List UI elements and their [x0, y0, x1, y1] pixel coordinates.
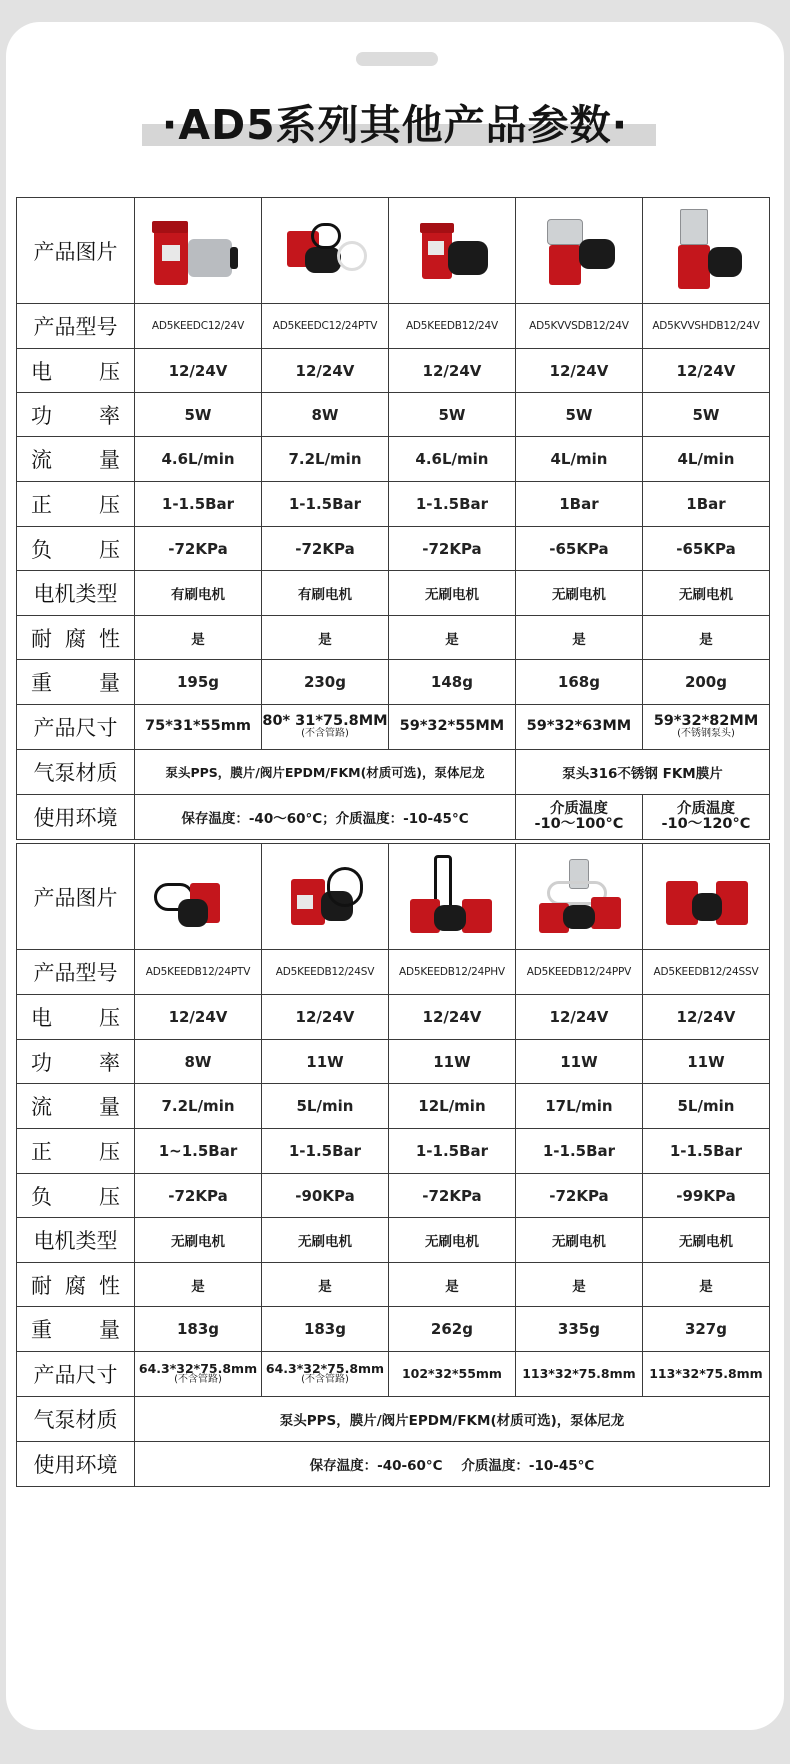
label-image: 产品图片	[17, 198, 135, 304]
table-row	[17, 1218, 770, 1263]
table-row	[17, 198, 770, 304]
cell-weight: 183g	[261, 1307, 388, 1352]
product-image	[642, 198, 769, 304]
cell-model: AD5KEEDC12/24PTV	[261, 304, 388, 349]
cell-motor: 无刷电机	[642, 1218, 769, 1263]
table-row	[17, 1307, 770, 1352]
cell-power: 8W	[135, 1040, 262, 1084]
table-row	[17, 705, 770, 750]
product-image	[135, 844, 262, 950]
cell-corrosion: 是	[515, 616, 642, 660]
cell-size: 59*32*82MM (不锈钢泵头)	[642, 705, 769, 750]
cell-voltage: 12/24V	[642, 995, 769, 1040]
label-voltage: 电 压	[17, 349, 135, 393]
cell-corrosion: 是	[135, 616, 262, 660]
cell-power: 5W	[135, 393, 262, 437]
cell-size: 113*32*75.8mm	[642, 1352, 769, 1397]
cell-voltage: 12/24V	[135, 995, 262, 1040]
cell-size: 64.3*32*75.8mm (不含管路)	[261, 1352, 388, 1397]
cell-flow: 5L/min	[642, 1084, 769, 1129]
cell-material: 泵头316不锈钢 FKM膜片	[515, 750, 769, 795]
label-environment: 使用环境	[17, 795, 135, 840]
cell-corrosion: 是	[642, 1263, 769, 1307]
table-row	[17, 1084, 770, 1129]
label-voltage: 电 压	[17, 995, 135, 1040]
cell-flow: 5L/min	[261, 1084, 388, 1129]
table-row	[17, 349, 770, 393]
handle-bar	[356, 52, 438, 66]
label-corrosion: 耐 腐 性	[17, 1263, 135, 1307]
cell-corrosion: 是	[388, 1263, 515, 1307]
label-corrosion: 耐 腐 性	[17, 616, 135, 660]
cell-motor: 有刷电机	[135, 571, 262, 616]
table-row	[17, 844, 770, 950]
table-row	[17, 393, 770, 437]
label-model: 产品型号	[17, 304, 135, 349]
cell-model: AD5KEEDC12/24V	[135, 304, 262, 349]
label-flow: 流 量	[17, 437, 135, 482]
pump-brushless-icon	[404, 207, 500, 295]
cell-size: 80* 31*75.8MM (不含管路)	[261, 705, 388, 750]
table-row	[17, 660, 770, 705]
label-material: 气泵材质	[17, 1397, 135, 1442]
cell-corrosion: 是	[135, 1263, 262, 1307]
cell-motor: 有刷电机	[261, 571, 388, 616]
cell-voltage: 12/24V	[261, 995, 388, 1040]
cell-weight: 183g	[135, 1307, 262, 1352]
cell-size: 102*32*55mm	[388, 1352, 515, 1397]
pump-brushed-icon	[150, 207, 246, 295]
cell-vacuum: -72KPa	[515, 1174, 642, 1218]
pump-dual-white-tube-icon	[531, 853, 627, 941]
label-motor: 电机类型	[17, 571, 135, 616]
cell-environment: 保存温度：-40～60°C；介质温度：-10-45°C	[135, 795, 516, 840]
cell-voltage: 12/24V	[261, 349, 388, 393]
cell-voltage: 12/24V	[515, 349, 642, 393]
cell-weight: 335g	[515, 1307, 642, 1352]
cell-size: 59*32*63MM	[515, 705, 642, 750]
cell-weight: 148g	[388, 660, 515, 705]
cell-corrosion: 是	[642, 616, 769, 660]
cell-voltage: 12/24V	[388, 349, 515, 393]
label-image: 产品图片	[17, 844, 135, 950]
cell-model: AD5KEEDB12/24PHV	[388, 950, 515, 995]
product-image	[388, 198, 515, 304]
cell-pressure: 1-1.5Bar	[261, 482, 388, 527]
cell-vacuum: -72KPa	[135, 527, 262, 571]
label-size: 产品尺寸	[17, 705, 135, 750]
cell-flow: 12L/min	[388, 1084, 515, 1129]
cell-vacuum: -65KPa	[642, 527, 769, 571]
cell-voltage: 12/24V	[642, 349, 769, 393]
product-image	[642, 844, 769, 950]
cell-model: AD5KEEDB12/24PTV	[135, 950, 262, 995]
cell-size: 64.3*32*75.8mm (不含管路)	[135, 1352, 262, 1397]
label-material: 气泵材质	[17, 750, 135, 795]
label-flow: 流 量	[17, 1084, 135, 1129]
cell-vacuum: -72KPa	[388, 527, 515, 571]
label-power: 功 率	[17, 1040, 135, 1084]
cell-flow: 4.6L/min	[388, 437, 515, 482]
table-row	[17, 304, 770, 349]
table-row	[17, 1040, 770, 1084]
cell-vacuum: -72KPa	[135, 1174, 262, 1218]
cell-flow: 17L/min	[515, 1084, 642, 1129]
cell-corrosion: 是	[515, 1263, 642, 1307]
cell-flow: 4.6L/min	[135, 437, 262, 482]
table-row	[17, 1352, 770, 1397]
table-row	[17, 750, 770, 795]
cell-motor: 无刷电机	[135, 1218, 262, 1263]
cell-environment: 介质温度 -10～120°C	[642, 795, 769, 840]
product-image	[261, 198, 388, 304]
cell-pressure: 1-1.5Bar	[515, 1129, 642, 1174]
cell-environment: 介质温度 -10～100°C	[515, 795, 642, 840]
product-image	[135, 198, 262, 304]
pump-dual-series-icon	[658, 853, 754, 941]
spec-card	[6, 22, 784, 1730]
pump-steel-head-icon	[531, 207, 627, 295]
table-row	[17, 1174, 770, 1218]
cell-power: 5W	[515, 393, 642, 437]
cell-size: 113*32*75.8mm	[515, 1352, 642, 1397]
cell-weight: 195g	[135, 660, 262, 705]
cell-environment: 保存温度：-40-60°C 介质温度：-10-45°C	[135, 1442, 770, 1487]
cell-power: 5W	[642, 393, 769, 437]
label-pressure: 正 压	[17, 1129, 135, 1174]
table-row	[17, 1263, 770, 1307]
spec-table-1	[16, 197, 770, 840]
cell-power: 11W	[515, 1040, 642, 1084]
cell-power: 11W	[261, 1040, 388, 1084]
product-image	[515, 198, 642, 304]
label-environment: 使用环境	[17, 1442, 135, 1487]
table-row	[17, 616, 770, 660]
cell-vacuum: -72KPa	[388, 1174, 515, 1218]
pump-dual-head-icon	[404, 853, 500, 941]
page-title: ·AD5系列其他产品参数·	[161, 101, 629, 149]
cell-weight: 230g	[261, 660, 388, 705]
cell-weight: 168g	[515, 660, 642, 705]
label-vacuum: 负 压	[17, 527, 135, 571]
label-weight: 重 量	[17, 1307, 135, 1352]
cell-motor: 无刷电机	[642, 571, 769, 616]
spec-table-2	[16, 843, 770, 1487]
cell-voltage: 12/24V	[135, 349, 262, 393]
label-motor: 电机类型	[17, 1218, 135, 1263]
cell-corrosion: 是	[261, 616, 388, 660]
cell-size: 59*32*55MM	[388, 705, 515, 750]
pump-loop-tube-icon	[277, 853, 373, 941]
cell-model: AD5KEEDB12/24SSV	[642, 950, 769, 995]
cell-flow: 7.2L/min	[135, 1084, 262, 1129]
table-row	[17, 950, 770, 995]
label-model: 产品型号	[17, 950, 135, 995]
cell-model: AD5KEEDB12/24SV	[261, 950, 388, 995]
cell-weight: 200g	[642, 660, 769, 705]
cell-weight: 262g	[388, 1307, 515, 1352]
cell-motor: 无刷电机	[388, 1218, 515, 1263]
cell-pressure: 1Bar	[515, 482, 642, 527]
cell-flow: 7.2L/min	[261, 437, 388, 482]
product-image	[261, 844, 388, 950]
cell-pressure: 1-1.5Bar	[388, 1129, 515, 1174]
cell-motor: 无刷电机	[388, 571, 515, 616]
cell-motor: 无刷电机	[515, 571, 642, 616]
cell-size: 75*31*55mm	[135, 705, 262, 750]
cell-pressure: 1~1.5Bar	[135, 1129, 262, 1174]
cell-voltage: 12/24V	[515, 995, 642, 1040]
label-weight: 重 量	[17, 660, 135, 705]
cell-model: AD5KVVSDB12/24V	[515, 304, 642, 349]
cell-pressure: 1-1.5Bar	[261, 1129, 388, 1174]
label-vacuum: 负 压	[17, 1174, 135, 1218]
cell-power: 5W	[388, 393, 515, 437]
table-row	[17, 995, 770, 1040]
cell-flow: 4L/min	[515, 437, 642, 482]
table-row	[17, 795, 770, 840]
cell-power: 11W	[642, 1040, 769, 1084]
cell-vacuum: -99KPa	[642, 1174, 769, 1218]
table-row	[17, 1397, 770, 1442]
cell-model: AD5KEEDB12/24PPV	[515, 950, 642, 995]
table-row	[17, 1442, 770, 1487]
cell-power: 11W	[388, 1040, 515, 1084]
pump-tube-icon	[150, 853, 246, 941]
table-row	[17, 527, 770, 571]
cell-flow: 4L/min	[642, 437, 769, 482]
cell-model: AD5KEEDB12/24V	[388, 304, 515, 349]
cell-weight: 327g	[642, 1307, 769, 1352]
pump-steel-high-icon	[658, 207, 754, 295]
cell-vacuum: -72KPa	[261, 527, 388, 571]
cell-pressure: 1-1.5Bar	[388, 482, 515, 527]
table-row	[17, 571, 770, 616]
table-row	[17, 437, 770, 482]
cell-corrosion: 是	[388, 616, 515, 660]
cell-pressure: 1-1.5Bar	[135, 482, 262, 527]
product-image	[388, 844, 515, 950]
cell-vacuum: -65KPa	[515, 527, 642, 571]
cell-motor: 无刷电机	[515, 1218, 642, 1263]
cell-pressure: 1Bar	[642, 482, 769, 527]
cell-corrosion: 是	[261, 1263, 388, 1307]
table-row	[17, 482, 770, 527]
label-size: 产品尺寸	[17, 1352, 135, 1397]
pump-brushed-tube-icon	[277, 207, 373, 295]
cell-pressure: 1-1.5Bar	[642, 1129, 769, 1174]
cell-motor: 无刷电机	[261, 1218, 388, 1263]
cell-material: 泵头PPS，膜片/阀片EPDM/FKM(材质可选)，泵体尼龙	[135, 750, 516, 795]
label-pressure: 正 压	[17, 482, 135, 527]
label-power: 功 率	[17, 393, 135, 437]
cell-voltage: 12/24V	[388, 995, 515, 1040]
cell-vacuum: -90KPa	[261, 1174, 388, 1218]
product-image	[515, 844, 642, 950]
cell-model: AD5KVVSHDB12/24V	[642, 304, 769, 349]
table-row	[17, 1129, 770, 1174]
cell-material: 泵头PPS，膜片/阀片EPDM/FKM(材质可选)，泵体尼龙	[135, 1397, 770, 1442]
cell-power: 8W	[261, 393, 388, 437]
